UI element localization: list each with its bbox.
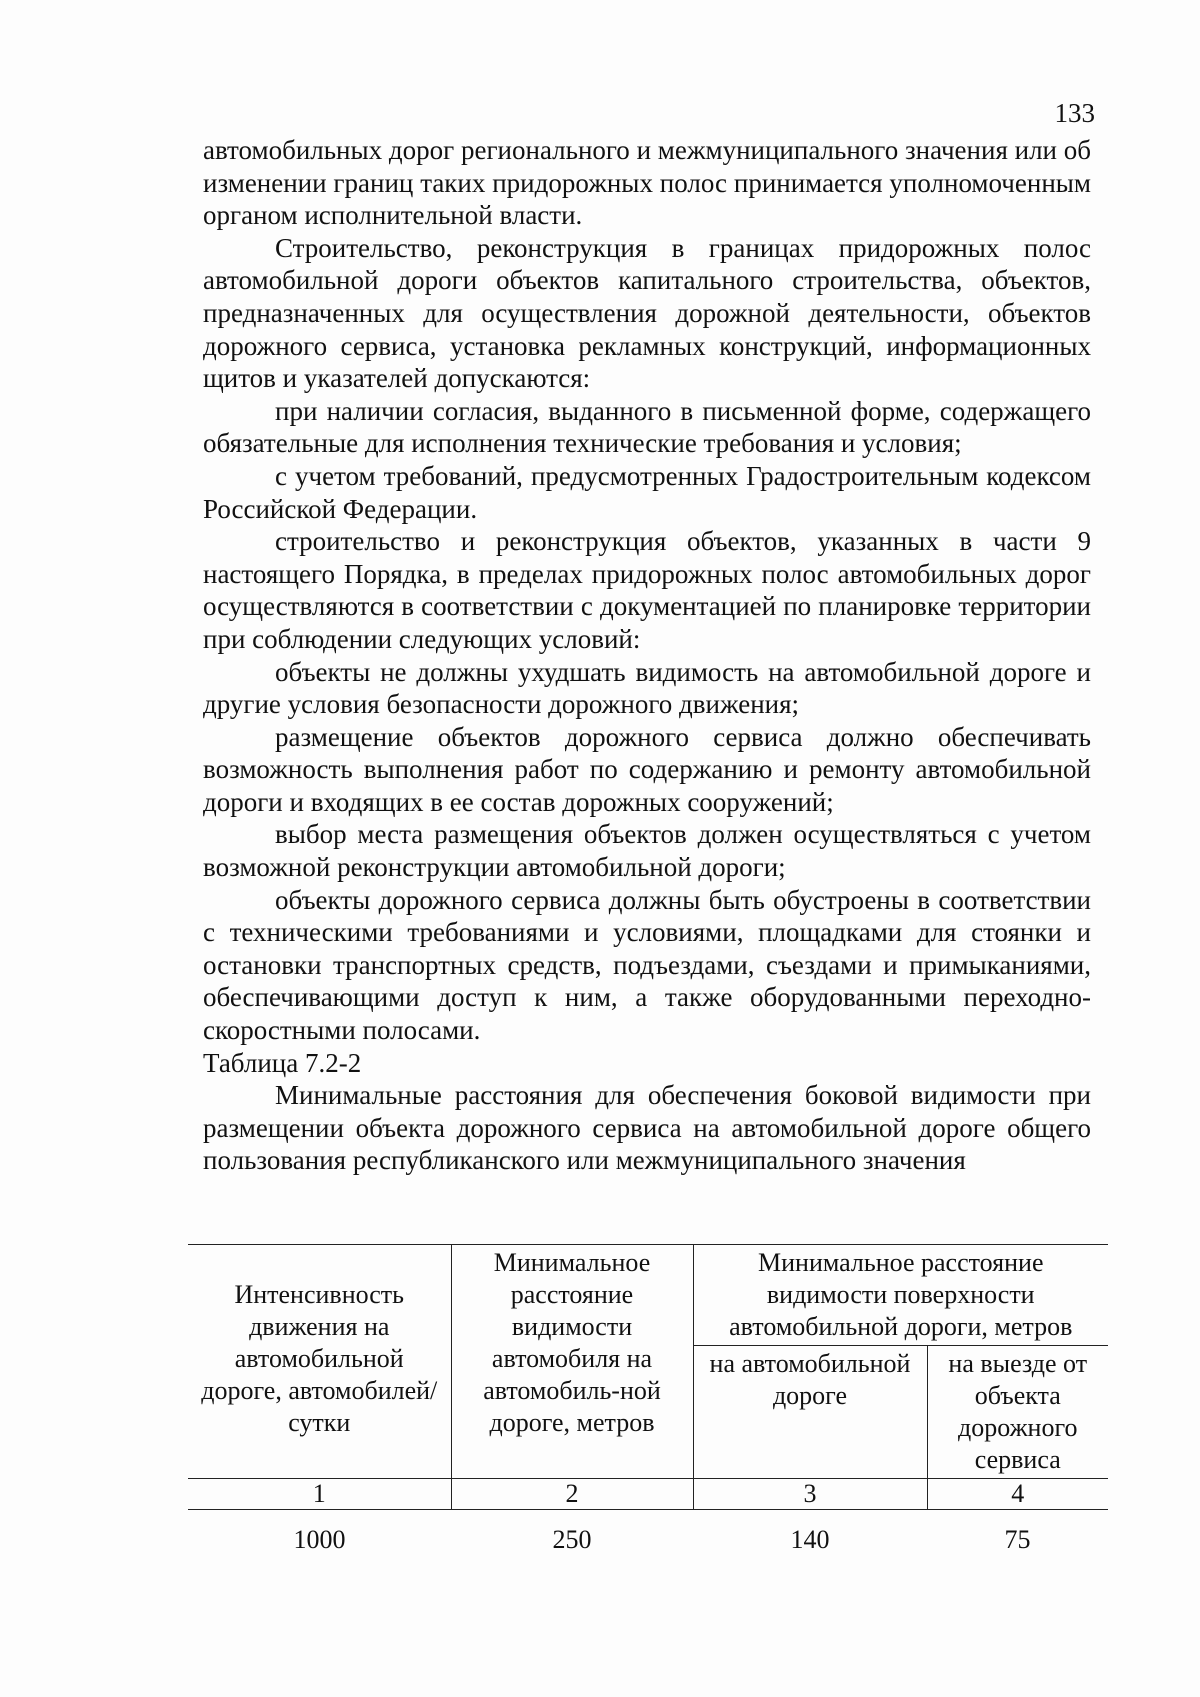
paragraph: с учетом требований, предусмотренных Градостроительным кодексом Российской Федерации.	[203, 460, 1091, 524]
column-number: 3	[693, 1479, 927, 1510]
header-min-vehicle-distance: Минимальное расстояние видимости автомобиля на автомобиль-ной дороге, метров	[451, 1245, 693, 1479]
paragraph: объекты не должны ухудшать видимость на автомобильной дороге и другие условия безопасности дорожного движения;	[203, 656, 1091, 720]
table-cell: 1000	[293, 1525, 346, 1554]
paragraph: объекты дорожного сервиса должны быть обустроены в соответствии с техническими требованиями и условиями, площадками для стоянки и остановки транспортных средств, подъездами, съездами и примыканиями, обеспечивающими доступ к ним, а также оборудованными переходно-скоростными полосами.	[203, 884, 1091, 1046]
paragraph: Строительство, реконструкция в границах придорожных полос автомобильной дороги объектов капитального строительства, объектов, предназначенных для осуществления дорожной деятельности, объектов дорожного сервиса, установка рекламных конструкций, информационных щитов и указателей допускаются:	[203, 232, 1091, 394]
body-text	[203, 134, 1091, 1177]
column-number: 4	[927, 1479, 1108, 1510]
distance-table-container	[188, 1244, 1108, 1556]
header-on-road: на автомобильной дороге	[693, 1346, 927, 1479]
table-caption: Минимальные расстояния для обеспечения боковой видимости при размещении объекта дорожного сервиса на автомобильной дороге общего пользования республиканского или межмуниципального значения	[203, 1080, 1091, 1176]
table-cell: 140	[790, 1525, 830, 1554]
column-number: 1	[188, 1479, 451, 1510]
paragraph: выбор места размещения объектов должен осуществляться с учетом возможной реконструкции автомобильной дороги;	[203, 819, 1091, 883]
column-number-row	[188, 1479, 1108, 1510]
table-row	[188, 1510, 1108, 1557]
header-at-exit: на выезде от объекта дорожного сервиса	[927, 1346, 1108, 1479]
table-cell: 250	[552, 1525, 592, 1554]
header-traffic-intensity: Интенсивность движения на автомобильной дороге, автомобилей/сутки	[188, 1245, 451, 1479]
paragraph: при наличии согласия, выданного в письменной форме, содержащего обязательные для исполнения технические требования и условия;	[203, 395, 1091, 459]
header-min-surface-distance-group: Минимальное расстояние видимости поверхности автомобильной дороги, метров	[693, 1245, 1108, 1346]
table-label: Таблица 7.2-2	[203, 1047, 362, 1078]
paragraph: строительство и реконструкция объектов, указанных в части 9 настоящего Порядка, в пределах придорожных полос автомобильных дорог осуществляются в соответствии с документацией по планировке территории при соблюдении следующих условий:	[203, 526, 1091, 654]
paragraph: размещение объектов дорожного сервиса должно обеспечивать возможность выполнения работ по содержанию и ремонту автомобильной дороги и входящих в ее состав дорожных сооружений;	[203, 721, 1091, 817]
distance-table	[188, 1244, 1108, 1556]
page-number: 133	[1054, 98, 1095, 128]
paragraph: автомобильных дорог регионального и межмуниципального значения или об изменении границ таких придорожных полос принимается уполномоченным органом исполнительной власти.	[203, 135, 1091, 231]
table-cell: 75	[1004, 1525, 1031, 1554]
column-number: 2	[451, 1479, 693, 1510]
